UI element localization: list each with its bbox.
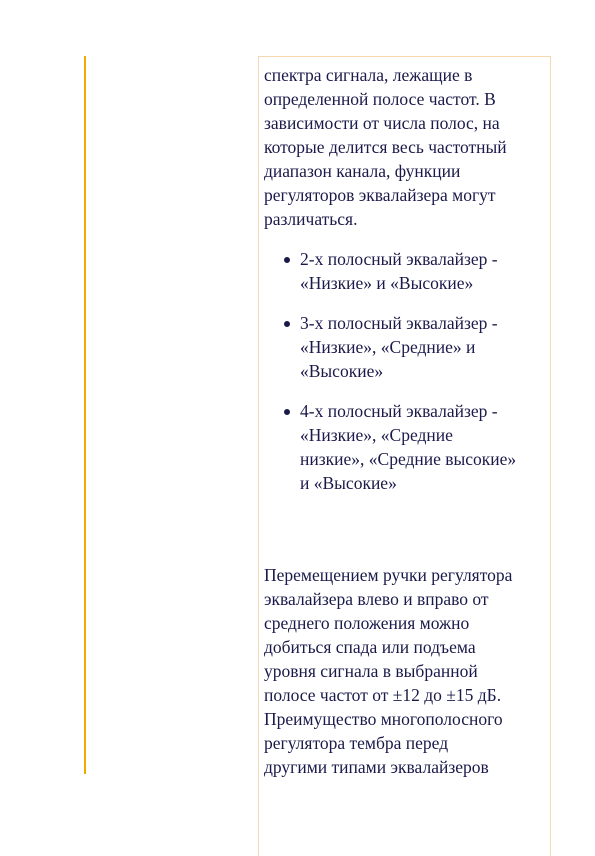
left-margin-rule xyxy=(84,56,86,774)
list-item: 4-х полосный эквалайзер - «Низкие», «Средние низкие», «Средние высокие» и «Высокие» xyxy=(264,399,556,495)
list-item: 2-х полосный эквалайзер - «Низкие» и «Высокие» xyxy=(264,247,556,295)
spacer xyxy=(264,511,556,563)
bullet-icon xyxy=(284,257,290,263)
outro-paragraph: Перемещением ручки регулятора эквалайзера влево и вправо от среднего положения можно добиться спада или подъема уровня сигнала в выбранной полосе частот от ±12 до ±15 дБ. Преимущество многополосного регулятора тембра перед другими типами эквалайзеров xyxy=(264,565,513,777)
intro-paragraph: спектра сигнала, лежащие в определенной полосе частот. В зависимости от числа полос, на которые делится весь частотный диапазон канала, функции регуляторов эквалайзера могут различаться. xyxy=(264,65,507,229)
document-body xyxy=(264,63,556,779)
bullet-icon xyxy=(284,409,290,415)
equalizer-types-list xyxy=(264,247,556,495)
list-item: 3-х полосный эквалайзер - «Низкие», «Средние» и «Высокие» xyxy=(264,311,556,383)
bullet-icon xyxy=(284,321,290,327)
